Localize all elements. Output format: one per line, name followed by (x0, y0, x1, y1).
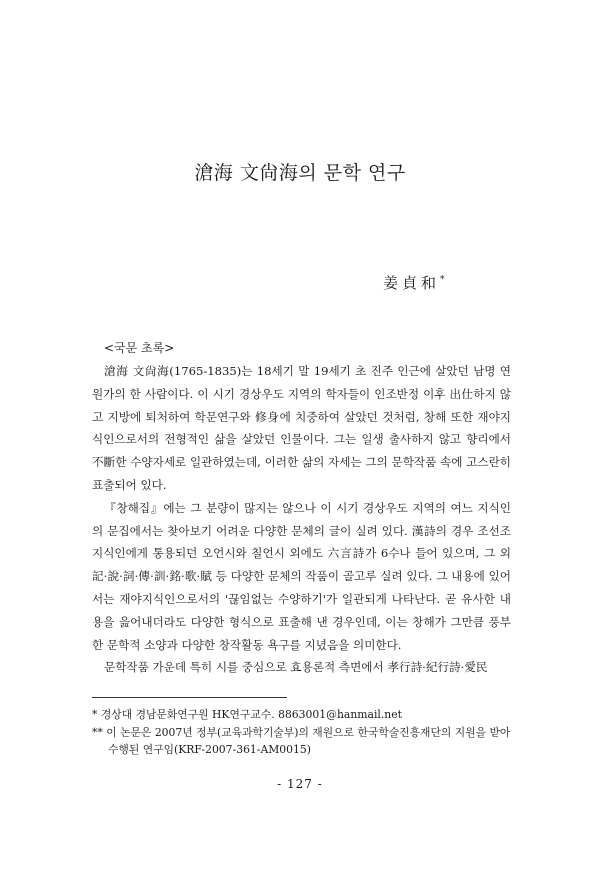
footnotes (92, 706, 511, 759)
abstract-paragraph-1: 滄海 文尙海(1765-1835)는 18세기 말 19세기 초 진주 인근에 살았던 남명 연원가의 한 사람이다. 이 시기 경상우도 지역의 학자들이 인조반정 이후 出仕하지 않고 지방에 퇴처하여 학문연구와 修身에 치중하여 살았던 것처럼, 창해 또한 재야지식인으로서의 전형적인 삶을 살았던 인물이다. 그는 일생 출사하지 않고 향리에서 不斷한 수양자세로 일관하였는데, 이러한 삶의 자세는 그의 문학작품 속에 고스란히 표출되어 있다. (92, 364, 511, 492)
footnote-1 (92, 706, 511, 724)
footnote-2-text: 이 논문은 2007년 정부(교육과학기술부)의 재원으로 한국학술진흥재단의 지원을 받아 수행된 연구임(KRF-2007-361-AM0015) (106, 725, 511, 756)
author-footnote-marker: * (440, 275, 445, 285)
abstract-paragraph-3: 문학작품 가운데 특히 시를 중심으로 효용론적 측면에서 孝行詩·紀行詩·愛民 (104, 660, 488, 675)
abstract-heading: <국문 초록> (104, 341, 175, 355)
footnote-2-marker: ** (92, 725, 103, 739)
page-number: - 127 - (277, 777, 323, 791)
abstract-body (92, 360, 511, 679)
footnote-2 (92, 724, 511, 759)
abstract-paragraph-2: 『창해집』에는 그 분량이 많지는 않으나 이 시기 경상우도 지역의 여느 지식인의 문집에서는 찾아보기 어려운 다양한 문체의 글이 실려 있다. 漢詩의 경우 조선조 지식인에게 통용되던 오언시와 칠언시 외에도 六言詩가 6수나 들어 있으며, 그 외 記·說·詞·傳·訓·銘·歌·賦 등 다양한 문체의 작품이 골고루 실려 있다. 그 내용에 있어서는 재야지식인으로서의 '끊임없는 수양하기'가 일관되게 나타난다. 곧 유사한 내용을 읊어내더라도 다양한 형식으로 표출해 낸 경우인데, 이는 창해가 그만큼 풍부한 문학적 소양과 다양한 창작활동 욕구를 지녔음을 의미한다. (92, 500, 511, 652)
footnote-1-text: 경상대 경남문화연구원 HK연구교수. 8863001@hanmail.net (100, 708, 402, 721)
author-line (383, 272, 445, 293)
footnote-1-marker: * (92, 708, 98, 721)
paper-title: 滄海 文尙海의 문학 연구 (194, 162, 406, 184)
author-name: 姜貞和 (383, 274, 441, 292)
footnote-separator (92, 697, 287, 698)
